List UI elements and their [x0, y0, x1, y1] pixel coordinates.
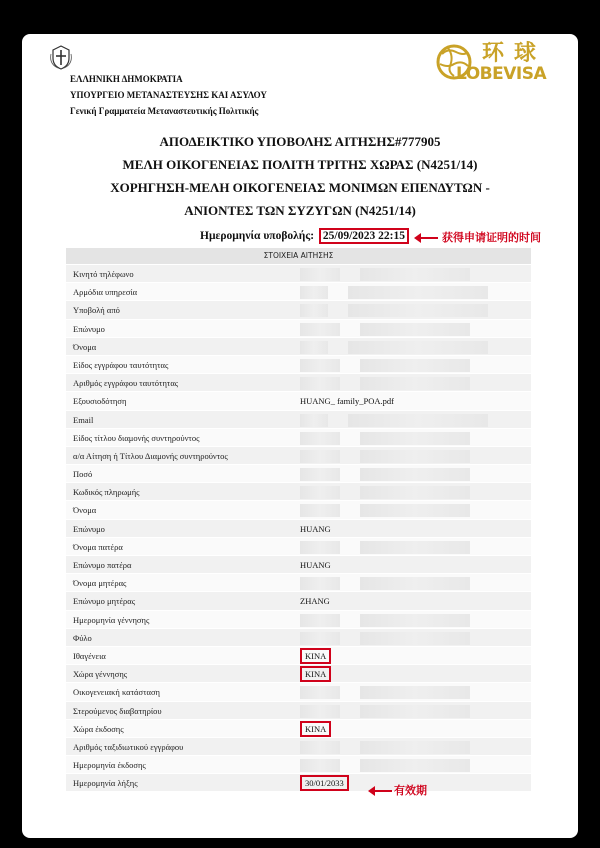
field-value: [294, 647, 531, 664]
table-row: [66, 391, 531, 409]
redacted-value: [360, 468, 470, 481]
table-row: [66, 664, 531, 682]
field-label: Επώνυμο πατέρα: [73, 560, 132, 570]
date-arrow-icon: [420, 237, 438, 239]
redacted-value: [300, 432, 340, 445]
field-value: [294, 356, 531, 373]
highlighted-value: KINA: [300, 666, 331, 682]
redacted-value: [360, 432, 470, 445]
table-row: [66, 701, 531, 719]
redacted-value: [300, 759, 340, 772]
field-value: [294, 483, 531, 500]
redacted-value: [300, 450, 340, 463]
application-details-table: [66, 248, 531, 791]
field-value: [294, 447, 531, 464]
value-text: ZHANG: [300, 596, 330, 607]
table-row: [66, 610, 531, 628]
department-name: Γενική Γραμματεία Μεταναστευτικής Πολιτικής: [70, 106, 259, 116]
redacted-value: [360, 759, 470, 772]
table-header: ΣΤΟΙΧΕΙΑ ΑΙΤΗΣΗΣ: [66, 248, 531, 264]
field-label: Ποσό: [73, 469, 93, 480]
field-value: [294, 720, 531, 737]
field-label: Οικογενειακή κατάσταση: [73, 687, 160, 698]
field-value: [294, 374, 531, 391]
redacted-value: [360, 686, 470, 699]
field-value: [294, 411, 531, 428]
field-label: Αριθμός εγγράφου ταυτότητας: [73, 378, 179, 389]
table-row: [66, 500, 531, 518]
value-text: HUANG: [300, 523, 331, 534]
table-row: [66, 591, 531, 609]
field-label: Όνομα πατέρα: [73, 541, 123, 552]
redacted-value: [300, 686, 340, 699]
highlighted-value: KINA: [300, 721, 331, 737]
table-row: [66, 646, 531, 664]
submission-date-label: Ημερομηνία υποβολής:: [200, 230, 315, 242]
field-value: [294, 283, 531, 300]
field-value: [294, 501, 531, 518]
table-row: [66, 773, 531, 791]
field-value: [294, 756, 531, 773]
table-row: [66, 428, 531, 446]
title-grant: ΧΟΡΗΓΗΣΗ-ΜΕΛΗ ΟΙΚΟΓΕΝΕΙΑΣ ΜΟΝΙΜΩΝ ΕΠΕΝΔΥΤΩΝ -: [110, 180, 490, 195]
field-value: [294, 265, 531, 282]
redacted-value: [300, 268, 340, 281]
redacted-value: [360, 541, 470, 554]
redacted-value: [360, 741, 470, 754]
redacted-value: [300, 614, 340, 627]
field-value: [294, 738, 531, 755]
redacted-value: [348, 304, 488, 317]
field-value: [294, 520, 531, 537]
redacted-value: [360, 450, 470, 463]
redacted-value: [360, 504, 470, 517]
redacted-value: [300, 486, 340, 499]
redacted-value: [360, 705, 470, 718]
redacted-value: [300, 341, 328, 354]
field-label: Όνομα: [73, 341, 97, 352]
field-label: Επώνυμο: [73, 323, 105, 334]
title-receipt: ΑΠΟΔΕΙΚΤΙΚΟ ΥΠΟΒΟΛΗΣ ΑΙΤΗΣΗΣ#777905: [159, 134, 441, 149]
expiry-arrow-icon: [374, 790, 392, 792]
redacted-value: [300, 323, 340, 336]
field-label: Φύλο: [73, 632, 92, 643]
redacted-value: [360, 359, 470, 372]
table-row: [66, 628, 531, 646]
redacted-value: [360, 323, 470, 336]
field-label: Είδος τίτλου διαμονής συντηρούντος: [73, 432, 200, 443]
redacted-value: [300, 632, 340, 645]
country-name: ΕΛΛΗΝΙΚΗ ΔΗΜΟΚΡΑΤΙΑ: [70, 74, 183, 84]
table-row: [66, 282, 531, 300]
submission-date-row: [200, 228, 409, 244]
field-label: Κωδικός πληρωμής: [73, 487, 140, 498]
expiry-annotation: 有效期: [394, 784, 427, 797]
table-row: [66, 537, 531, 555]
field-label: Στερούμενος διαβατηρίου: [73, 705, 162, 716]
logo-english-text: LOBEVISA: [456, 64, 547, 84]
field-value: [294, 320, 531, 337]
field-value: [294, 429, 531, 446]
field-label: Επώνυμο μητέρας: [73, 596, 136, 607]
value-text: HUANG_ family_POA.pdf: [300, 396, 394, 407]
field-label: Είδος εγγράφου ταυτότητας: [73, 359, 169, 370]
field-value: [294, 592, 531, 609]
ministry-name: ΥΠΟΥΡΓΕΙΟ ΜΕΤΑΝΑΣΤΕΥΣΗΣ ΚΑΙ ΑΣΥΛΟΥ: [70, 90, 267, 100]
field-label: Χώρα γέννησης: [73, 669, 128, 680]
redacted-value: [300, 741, 340, 754]
highlighted-value: KINA: [300, 648, 331, 664]
redacted-value: [300, 377, 340, 390]
field-label: Όνομα: [73, 505, 97, 516]
field-label: α/α Αίτηση ή Τίτλου Διαμονής συντηρούντος: [73, 450, 228, 461]
field-value: [294, 665, 531, 682]
submission-date-value: 25/09/2023 22:15: [319, 228, 409, 244]
table-row: [66, 519, 531, 537]
field-value: [294, 611, 531, 628]
table-body: [66, 264, 531, 791]
logo-chinese-text: 环球: [482, 41, 547, 66]
redacted-value: [360, 614, 470, 627]
field-label: Όνομα μητέρας: [73, 578, 127, 589]
redacted-value: [360, 486, 470, 499]
field-value: [294, 392, 531, 409]
field-label: Υποβολή από: [73, 305, 120, 316]
title-category: ΜΕΛΗ ΟΙΚΟΓΕΝΕΙΑΣ ΠΟΛΙΤΗ ΤΡΙΤΗΣ ΧΩΡΑΣ (Ν4251/14): [122, 157, 478, 172]
title-ascendants: ΑΝΙΟΝΤΕΣ ΤΩΝ ΣΥΖΥΓΩΝ (Ν4251/14): [184, 203, 416, 218]
field-label: Εξουσιοδότηση: [73, 396, 127, 407]
date-annotation: 获得申请证明的时间: [442, 231, 541, 244]
table-row: [66, 464, 531, 482]
redacted-value: [300, 304, 328, 317]
field-label: Χώρα έκδοσης: [73, 723, 124, 734]
field-label: Αριθμός ταξιδιωτικού εγγράφου: [73, 741, 184, 752]
redacted-value: [300, 504, 340, 517]
redacted-value: [360, 577, 470, 590]
field-label: Ημερομηνία γέννησης: [73, 614, 150, 625]
field-value: [294, 629, 531, 646]
table-row: [66, 264, 531, 282]
table-row: [66, 737, 531, 755]
redacted-value: [348, 341, 488, 354]
field-value: [294, 574, 531, 591]
redacted-value: [300, 468, 340, 481]
field-value: [294, 301, 531, 318]
highlighted-value: 30/01/2033: [300, 775, 349, 791]
field-label: Επώνυμο: [73, 523, 105, 534]
value-text: HUANG: [300, 560, 331, 570]
table-row: [66, 573, 531, 591]
table-row: [66, 682, 531, 700]
greek-emblem-icon: [50, 44, 72, 70]
redacted-value: [300, 577, 340, 590]
field-label: Κινητό τηλέφωνο: [73, 269, 134, 279]
redacted-value: [300, 286, 328, 299]
table-row: [66, 337, 531, 355]
table-row: [66, 373, 531, 391]
field-label: Αρμόδια υπηρεσία: [73, 287, 138, 298]
redacted-value: [300, 541, 340, 554]
redacted-value: [300, 359, 340, 372]
redacted-value: [360, 268, 470, 281]
field-value: [294, 556, 531, 573]
redacted-value: [300, 705, 340, 718]
table-row: [66, 555, 531, 573]
field-value: [294, 338, 531, 355]
table-row: [66, 719, 531, 737]
field-label: Ιθαγένεια: [73, 650, 106, 661]
redacted-value: [300, 414, 328, 427]
field-value: [294, 465, 531, 482]
redacted-value: [360, 632, 470, 645]
table-row: [66, 319, 531, 337]
document-page: [22, 34, 578, 838]
table-row: [66, 355, 531, 373]
redacted-value: [360, 377, 470, 390]
table-row: [66, 300, 531, 318]
field-value: [294, 702, 531, 719]
field-value: [294, 538, 531, 555]
field-label: Email: [73, 414, 94, 425]
table-row: [66, 755, 531, 773]
table-row: [66, 482, 531, 500]
field-label: Ημερομηνία λήξης: [73, 778, 138, 789]
table-row: [66, 446, 531, 464]
table-row: [66, 410, 531, 428]
field-label: Ημερομηνία έκδοσης: [73, 760, 146, 771]
redacted-value: [348, 286, 488, 299]
redacted-value: [348, 414, 488, 427]
field-value: [294, 683, 531, 700]
